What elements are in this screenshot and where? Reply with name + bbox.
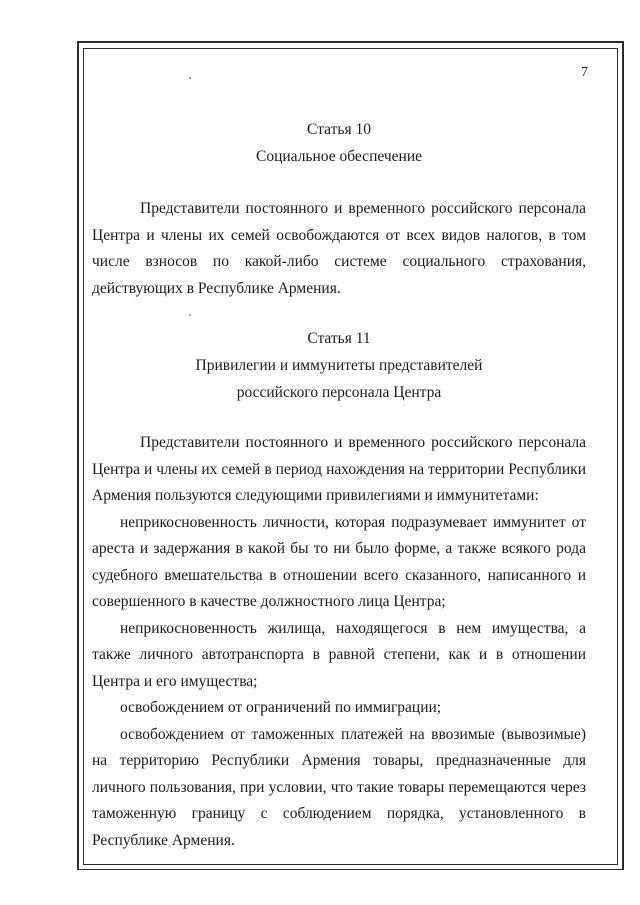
article-11-item: освобождением от ограничений по иммиграции; bbox=[120, 699, 442, 716]
article-11-title-line-2: российского персонала Центра bbox=[236, 384, 442, 401]
article-11-body bbox=[92, 430, 586, 854]
article-11-item: неприкосновенность жилища, находящегося в нем имущества, а также личного автотранспорта в равной степени, как и в отношении Центра и его имущества; bbox=[92, 619, 586, 690]
article-11-number: Статья 11 bbox=[307, 330, 371, 347]
page-number: 7 bbox=[581, 65, 588, 80]
article-11-item: неприкосновенность личности, которая подразумевает иммунитет от ареста и задержания в какой бы то ни было форме, а также всякого рода судебного вмешательства в отношении всего сказанного, написанного и совершенного в качестве должностного лица Центра; bbox=[92, 513, 586, 610]
article-10-number: Статья 10 bbox=[307, 121, 371, 138]
article-11-title-line-1: Привилегии и иммунитеты представителей bbox=[195, 357, 483, 374]
article-10-title: Социальное обеспечение bbox=[256, 148, 422, 165]
article-10-body bbox=[92, 196, 586, 302]
article-11-item: освобождением от таможенных платежей на ввозимые (вывозимые) на территорию Республики Армения товары, предназначенные для личного пользования, при условии, что такие товары перемещаются через таможенную границу с соблюдением порядка, установленного в Республике Армения. bbox=[92, 725, 586, 849]
article-10-paragraph: Представители постоянного и временного российского персонала Центра и члены их семей освобождаются от всех видов налогов, в том числе взносов по какой-либо системе социального страхования, действующих в Республике Армения. bbox=[92, 200, 586, 297]
article-11-heading bbox=[92, 325, 586, 406]
article-10-heading bbox=[92, 116, 586, 170]
article-11-intro: Представители постоянного и временного российского персонала Центра и члены их семей в период нахождения на территории Республики Армения пользуются следующими привилегиями и иммунитетами: bbox=[92, 434, 586, 504]
scan-speck bbox=[189, 314, 191, 316]
scan-speck bbox=[189, 77, 191, 79]
